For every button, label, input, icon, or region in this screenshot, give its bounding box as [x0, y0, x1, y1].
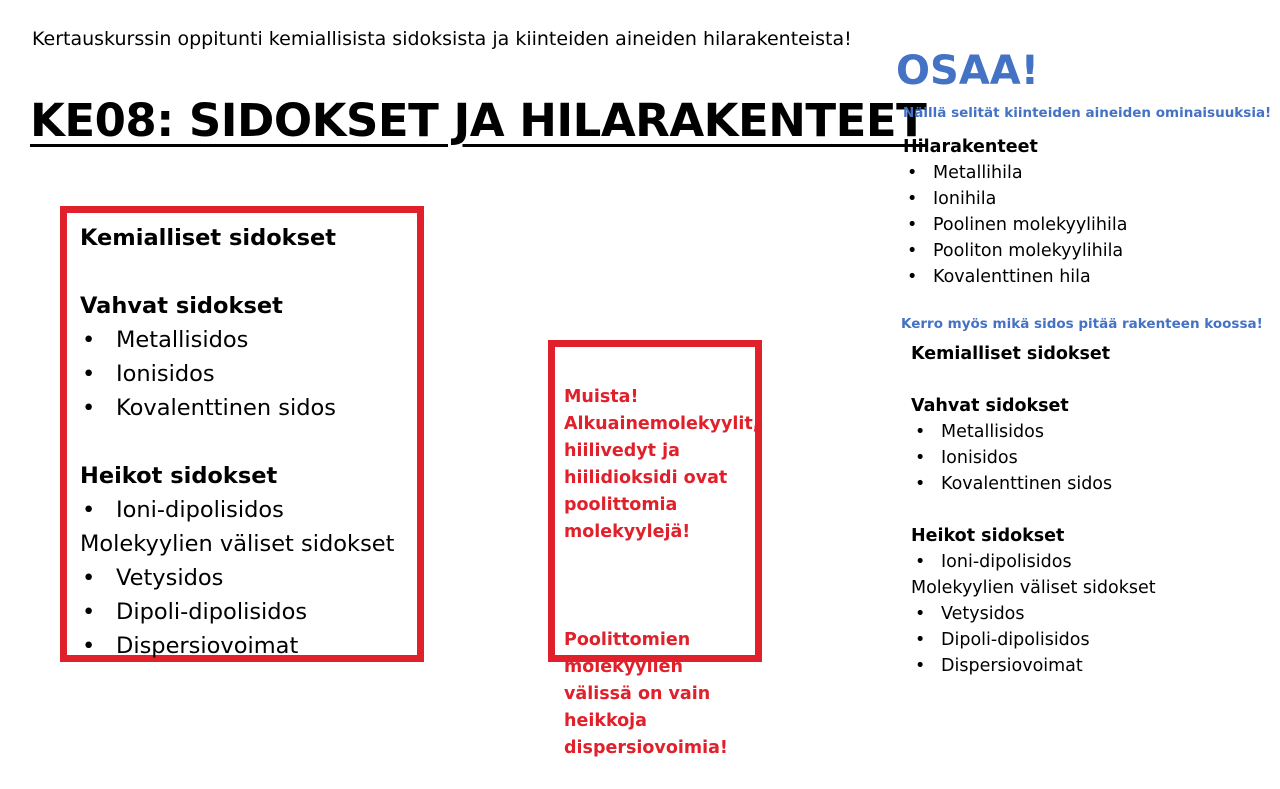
- list-item: • Metallisidos: [911, 419, 1156, 445]
- list-item: • Poolinen molekyylihila: [903, 212, 1127, 238]
- right-strong-heading: Vahvat sidokset: [911, 396, 1069, 416]
- right-intermolecular-list: [911, 601, 1156, 679]
- list-item: • Ionisidos: [80, 357, 394, 391]
- weak-bonds-list: [80, 493, 394, 527]
- right-bonds-heading: Kemialliset sidokset: [911, 344, 1111, 364]
- list-item: • Ionihila: [903, 186, 1127, 212]
- right-weak-heading: Heikot sidokset: [911, 526, 1065, 546]
- reminder-content: [564, 357, 760, 789]
- strong-bonds-list: [80, 323, 394, 425]
- list-item: • Ioni-dipolisidos: [80, 493, 394, 527]
- slide-subtitle: Kertauskurssin oppitunti kemiallisista sidoksista ja kiinteiden aineiden hilarakenteista!: [32, 28, 852, 50]
- lattice-heading: Hilarakenteet: [903, 137, 1038, 157]
- weak-bonds-heading: Heikot sidokset: [80, 463, 278, 489]
- lattice-section: [903, 134, 1127, 290]
- osaa-heading: OSAA!: [896, 48, 1039, 94]
- strong-bonds-heading: Vahvat sidokset: [80, 293, 283, 319]
- bonds-heading: Kemialliset sidokset: [80, 225, 337, 251]
- intermolecular-heading: Molekyylien väliset sidokset: [80, 531, 395, 557]
- list-item: • Dipoli-dipolisidos: [80, 595, 394, 629]
- intermolecular-list: [80, 561, 394, 663]
- list-item: • Kovalenttinen sidos: [80, 391, 394, 425]
- list-item: • Pooliton molekyylihila: [903, 238, 1127, 264]
- list-item: • Vetysidos: [911, 601, 1156, 627]
- list-item: • Metallihila: [903, 160, 1127, 186]
- lattice-note: Näillä selität kiinteiden aineiden ominaisuuksia!: [903, 105, 1272, 121]
- bond-note: Kerro myös mikä sidos pitää rakenteen koossa!: [901, 316, 1263, 332]
- list-item: • Dipoli-dipolisidos: [911, 627, 1156, 653]
- right-intermolecular-heading: Molekyylien väliset sidokset: [911, 578, 1156, 598]
- reminder-text-1: Muista! Alkuainemolekyylit, hiilivedyt ja hiilidioksidi ovat poolittomia molekyylejä!: [564, 387, 760, 542]
- reminder-box: [548, 340, 762, 758]
- reminder-text-2: Poolittomien molekyylien välissä on vain heikkoja dispersiovoimia!: [564, 630, 728, 758]
- list-item: • Metallisidos: [80, 323, 394, 357]
- list-item: • Ionisidos: [911, 445, 1156, 471]
- right-strong-list: [911, 419, 1156, 497]
- right-bonds-section: [911, 341, 1156, 679]
- right-weak-list: [911, 549, 1156, 575]
- list-item: • Kovalenttinen hila: [903, 264, 1127, 290]
- bonds-box-content: [80, 221, 394, 663]
- lattice-list: [903, 160, 1127, 290]
- list-item: • Dispersiovoimat: [80, 629, 394, 663]
- list-item: • Vetysidos: [80, 561, 394, 595]
- list-item: • Dispersiovoimat: [911, 653, 1156, 679]
- slide-title: KE08: SIDOKSET JA HILARAKENTEET: [30, 94, 927, 147]
- list-item: • Kovalenttinen sidos: [911, 471, 1156, 497]
- bonds-box: [60, 206, 424, 662]
- list-item: • Ioni-dipolisidos: [911, 549, 1156, 575]
